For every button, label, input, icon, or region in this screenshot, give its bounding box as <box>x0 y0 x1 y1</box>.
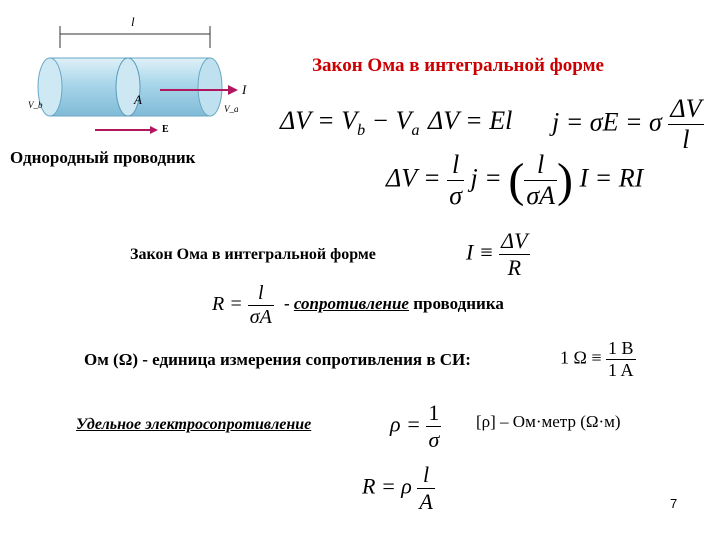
equation-ohm-unit <box>560 338 636 381</box>
resistance-den: σA <box>249 306 272 328</box>
eq4-fraction-2 <box>524 150 557 211</box>
resistivity-unit: [ρ] – Ом·метр (Ω·м) <box>476 412 621 431</box>
figure-label-Vb: V_b <box>28 100 43 110</box>
rho-eq-num: 1 <box>428 400 440 425</box>
eq4-rhs: I = RI <box>579 163 644 193</box>
figure-label-l: l <box>131 14 135 29</box>
eq4-num2: l <box>537 150 545 179</box>
conductor-figure <box>10 12 250 142</box>
ohm-eq-num: 1 B <box>608 338 634 358</box>
eq4-paren-right: ) <box>557 154 574 207</box>
equation-ohm-derivation <box>386 150 643 211</box>
eq5-den: R <box>499 254 529 281</box>
eq1-sub-b: b <box>357 122 366 140</box>
figure-label-I: I <box>242 82 247 97</box>
eq4-den2: σA <box>526 181 556 210</box>
eq3-den: l <box>668 124 703 155</box>
resistance-lhs: R = <box>212 293 243 316</box>
resistance-rest: проводника <box>408 294 504 313</box>
r-eq-den: A <box>419 489 433 514</box>
figure-label-A: A <box>134 92 142 107</box>
equation-ohm-law <box>466 228 530 281</box>
ohm-eq-den: 1 A <box>608 360 634 380</box>
eq4-num1: l <box>452 150 460 179</box>
eq5-num: ΔV <box>501 228 528 253</box>
resistance-description <box>284 294 504 314</box>
r-eq-lhs: R = ρ <box>362 473 412 499</box>
eq1-sub-a: a <box>411 122 420 140</box>
eq5-fraction <box>499 228 529 281</box>
conductor-label: Однородный проводник <box>10 148 196 167</box>
eq3-lhs: j = σE = σ <box>552 107 662 137</box>
equation-current-density <box>552 94 704 155</box>
eq4-den1: σ <box>449 181 463 210</box>
resistance-num: l <box>257 282 264 304</box>
cylinder-illustration <box>10 12 250 142</box>
ohm-eq-fraction <box>606 338 636 381</box>
eq4-lhs: ΔV = <box>386 163 441 193</box>
eq4-paren-left: ( <box>508 154 525 207</box>
figure-label-Va: V_a <box>224 104 239 114</box>
eq5-lhs: I ≡ <box>466 239 494 265</box>
resistance-dash: - <box>284 294 294 313</box>
r-eq-num: l <box>423 462 430 487</box>
eq1-lhs: ΔV = V <box>280 106 358 135</box>
resistivity-label: Удельное электросопротивление <box>76 416 312 433</box>
equation-resistivity <box>390 400 441 453</box>
eq1-minus: − V <box>365 106 412 135</box>
ohm-label: Ом (Ω) - единица измерения сопротивления в СИ: <box>84 350 471 369</box>
rho-eq-lhs: ρ = <box>390 411 421 437</box>
page-title: Закон Ома в интегральной форме <box>312 55 604 76</box>
r-eq-fraction <box>417 462 434 515</box>
equation-delta-v <box>280 106 420 140</box>
figure-label-E: E <box>162 124 169 135</box>
page-number: 7 <box>670 496 678 511</box>
rho-eq-den: σ <box>426 426 441 453</box>
eq4-fraction-1 <box>447 150 464 211</box>
ohm-eq-lhs: 1 Ω ≡ <box>560 347 602 368</box>
eq3-num: ΔV <box>670 94 702 123</box>
equation-resistance-rho <box>362 462 435 515</box>
resistance-fraction <box>248 282 274 329</box>
equation-delta-v-el: ΔV = El <box>428 106 513 135</box>
eq4-mid: j = <box>470 163 502 193</box>
law-label: Закон Ома в интегральной форме <box>130 246 376 263</box>
equation-resistance <box>212 282 274 329</box>
eq3-fraction <box>668 94 703 155</box>
rho-eq-fraction <box>426 400 441 453</box>
resistance-word: сопротивление <box>293 294 409 313</box>
